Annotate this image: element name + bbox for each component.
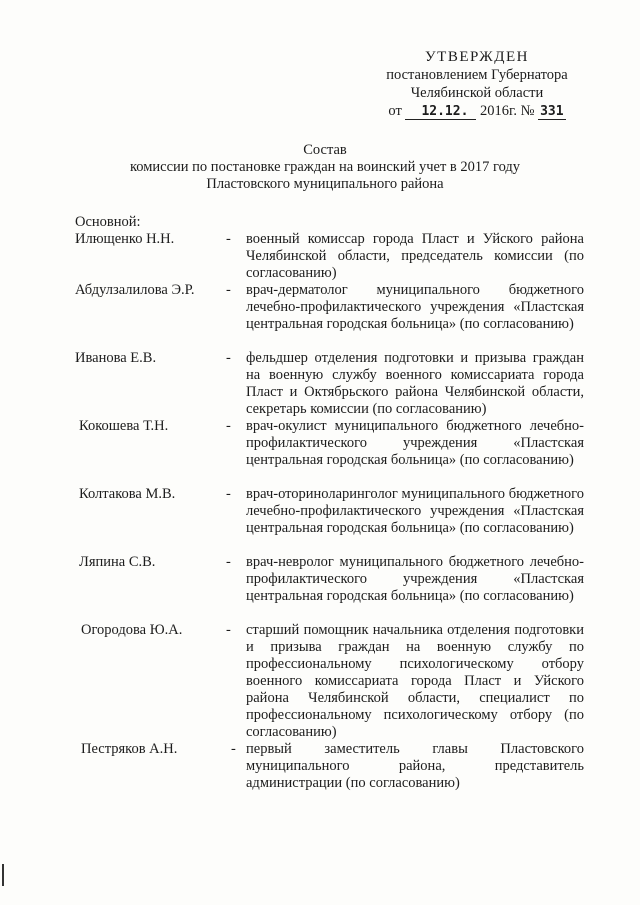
- approval-prefix: от: [388, 103, 402, 119]
- member-dash: -: [226, 231, 231, 247]
- member-dash: -: [226, 350, 231, 366]
- member-role: первый заместитель главы Пластовского муниципального района, представитель администрации (по согласованию): [246, 741, 584, 791]
- member-name: Иванова Е.В.: [75, 350, 157, 366]
- member-dash: -: [226, 418, 231, 434]
- approval-stamp: [362, 48, 592, 120]
- section-label: Основной:: [75, 214, 141, 230]
- member-name: Илющенко Н.Н.: [75, 231, 175, 247]
- member-role: врач-дерматолог муниципального бюджетного лечебно-профилактического учреждения «Пластская центральная городская больница» (по согласованию): [246, 282, 584, 332]
- member-name: Кокошева Т.Н.: [79, 418, 169, 434]
- approval-line-2: Челябинской области: [410, 85, 544, 101]
- member-dash: -: [226, 486, 231, 502]
- member-role: старший помощник начальника отделения подготовки и призыва граждан на военную службу по профессиональному психологическому отбору военного комиссариата города Пласт и Уйского района Челябинской области, специалист по профессиональному психологическому отбору (по согласованию): [246, 622, 584, 740]
- member-dash: -: [226, 554, 231, 570]
- caption-line-1: Состав: [303, 142, 347, 158]
- approval-year: 2016г. №: [480, 103, 535, 119]
- member-name: Колтакова М.В.: [79, 486, 176, 502]
- member-name: Пестряков А.Н.: [81, 741, 178, 757]
- caption-line-2: комиссии по постановке граждан на воинский учет в 2017 году: [129, 159, 521, 175]
- member-name: Абдулзалилова Э.Р.: [75, 282, 195, 298]
- approval-title: УТВЕРЖДЕН: [425, 49, 529, 65]
- member-role: врач-невролог муниципального бюджетного лечебно-профилактического учреждения «Пластская центральная городская больница» (по согласованию): [246, 554, 584, 604]
- approval-date-line: [362, 102, 592, 120]
- approval-line-1: постановлением Губернатора: [386, 67, 568, 83]
- approval-date: 12.12.: [405, 104, 476, 120]
- member-name: Огородова Ю.А.: [81, 622, 183, 638]
- member-name: Ляпина С.В.: [79, 554, 156, 570]
- member-role: врач-оториноларинголог муниципального бюджетного лечебно-профилактического учреждения «Пластская центральная городская больница» (по согласованию): [246, 486, 584, 536]
- member-role: фельдшер отделения подготовки и призыва граждан на военную службу военного комиссариата города Пласт и Октябрьского района Челябинской области, секретарь комиссии (по согласованию): [246, 350, 584, 417]
- scan-edge-mark: [2, 864, 4, 886]
- caption-line-3: Пластовского муниципального района: [206, 176, 444, 192]
- approval-number: 331: [540, 104, 564, 119]
- member-dash: -: [226, 282, 231, 298]
- document-caption: [60, 142, 590, 193]
- member-dash: -: [226, 622, 231, 638]
- member-dash: -: [231, 741, 236, 757]
- member-role: военный комиссар города Пласт и Уйского района Челябинской области, председатель комиссии (по согласованию): [246, 231, 584, 281]
- member-role: врач-окулист муниципального бюджетного лечебно-профилактического учреждения «Пластская центральная городская больница» (по согласованию): [246, 418, 584, 468]
